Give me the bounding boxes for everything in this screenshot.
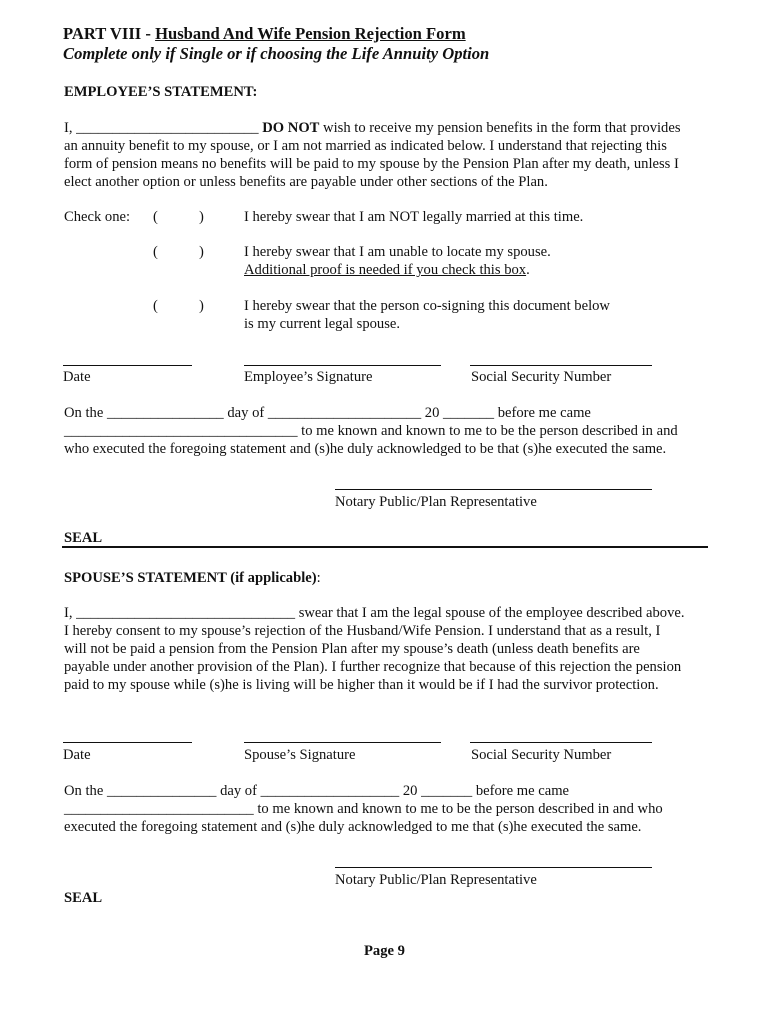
spouse-line4: payable under another provision of the Plan). I further recognize that because of this rejection the pension [64,659,682,675]
spouse-notary-label: Notary Public/Plan Representative [335,872,537,888]
spouse-ssn-label: Social Security Number [471,747,612,763]
employee-name-blank[interactable]: I, _________________________ [64,120,263,136]
spouse-notary-line2[interactable]: __________________________ to me known and known to me to be the person described in and who [64,801,663,817]
form-part-label: PART VIII - [63,24,156,43]
spouse-signature-line[interactable] [244,742,441,743]
page-number: Page 9 [364,943,405,959]
spouse-heading-text: SPOUSE’S STATEMENT (if applicable) [64,570,317,586]
employee-date-label: Date [63,369,91,385]
employee-ssn-label: Social Security Number [471,369,612,385]
spouse-notary-line1[interactable]: On the _______________ day of ___________________ 20 _______ before me came [64,783,570,799]
employee-notary-line1[interactable]: On the ________________ day of _____________________ 20 _______ before me came [64,405,591,421]
employee-statement-heading: EMPLOYEE’S STATEMENT: [64,84,258,100]
checkbox-cannot-locate-open[interactable]: ( [153,244,158,260]
spouse-line5: paid to my spouse while (s)he is living will be higher than it would be if I had the survivor protection. [64,677,659,693]
spouse-notary-paragraph [64,782,714,836]
employee-date-line[interactable] [63,365,192,366]
checkbox-not-married-open[interactable]: ( [153,209,158,225]
form-title [63,24,466,44]
form-title-text: Husband And Wife Pension Rejection Form [155,24,466,43]
option-cosigner-text-line2: is my current legal spouse. [244,316,401,332]
checkbox-cannot-locate-close[interactable]: ) [199,244,204,260]
employee-intro-line4: elect another option or unless benefits are payable under other sections of the Plan. [64,174,548,190]
spouse-signature-label: Spouse’s Signature [244,747,356,763]
spouse-statement-paragraph [64,604,714,694]
spouse-name-line[interactable]: I, ______________________________ swear that I am the legal spouse of the employee described above. [64,605,685,621]
spouse-date-line[interactable] [63,742,192,743]
form-subtitle: Complete only if Single or if choosing the Life Annuity Option [63,44,490,63]
spouse-line2: I hereby consent to my spouse’s rejection of the Husband/Wife Pension. I understand that as a result, I [64,623,661,639]
spouse-heading-colon: : [316,570,321,586]
spouse-date-label: Date [63,747,91,763]
spouse-notary-line3: executed the foregoing statement and (s)he duly acknowledged to me that (s)he executed the same. [64,819,642,835]
employee-signature-label: Employee’s Signature [244,369,373,385]
additional-proof-period: . [526,262,530,278]
employee-ssn-line[interactable] [470,365,652,366]
spouse-seal-label: SEAL [64,890,103,906]
option-cannot-locate-note [244,261,530,279]
employee-notary-line3: who executed the foregoing statement and (s)he duly acknowledged to be that (s)he executed the same. [64,441,667,457]
employee-statement-paragraph [64,119,714,191]
spouse-line3: will not be paid a pension from the Pension Plan after my spouse’s death (unless death benefits are [64,641,640,657]
employee-intro-text: wish to receive my pension benefits in the form that provides [319,120,681,136]
section-divider [62,546,708,548]
employee-seal-label: SEAL [64,530,103,546]
spouse-ssn-line[interactable] [470,742,652,743]
checkbox-not-married-close[interactable]: ) [199,209,204,225]
spouse-statement-heading [64,569,321,587]
do-not-text: DO NOT [262,120,320,136]
employee-intro-line2: an annuity benefit to my spouse, or I am not married as indicated below. I understand that rejecting this [64,138,667,154]
checkbox-cosigner-close[interactable]: ) [199,298,204,314]
employee-intro-line3: form of pension means no benefits will be paid to my spouse by the Pension Plan after my death, unless I [64,156,679,172]
employee-notary-label: Notary Public/Plan Representative [335,494,537,510]
employee-notary-signature-line[interactable] [335,489,652,490]
employee-notary-paragraph [64,404,714,458]
employee-signature-line[interactable] [244,365,441,366]
option-cannot-locate-text: I hereby swear that I am unable to locate my spouse. [244,244,551,260]
option-not-married-text: I hereby swear that I am NOT legally married at this time. [244,209,584,225]
spouse-notary-signature-line[interactable] [335,867,652,868]
additional-proof-note: Additional proof is needed if you check this box [244,262,527,278]
check-one-label: Check one: [64,209,131,225]
checkbox-cosigner-open[interactable]: ( [153,298,158,314]
employee-notary-line2[interactable]: ________________________________ to me known and known to me to be the person described in and [64,423,678,439]
option-cosigner-text: I hereby swear that the person co-signing this document below [244,298,610,314]
